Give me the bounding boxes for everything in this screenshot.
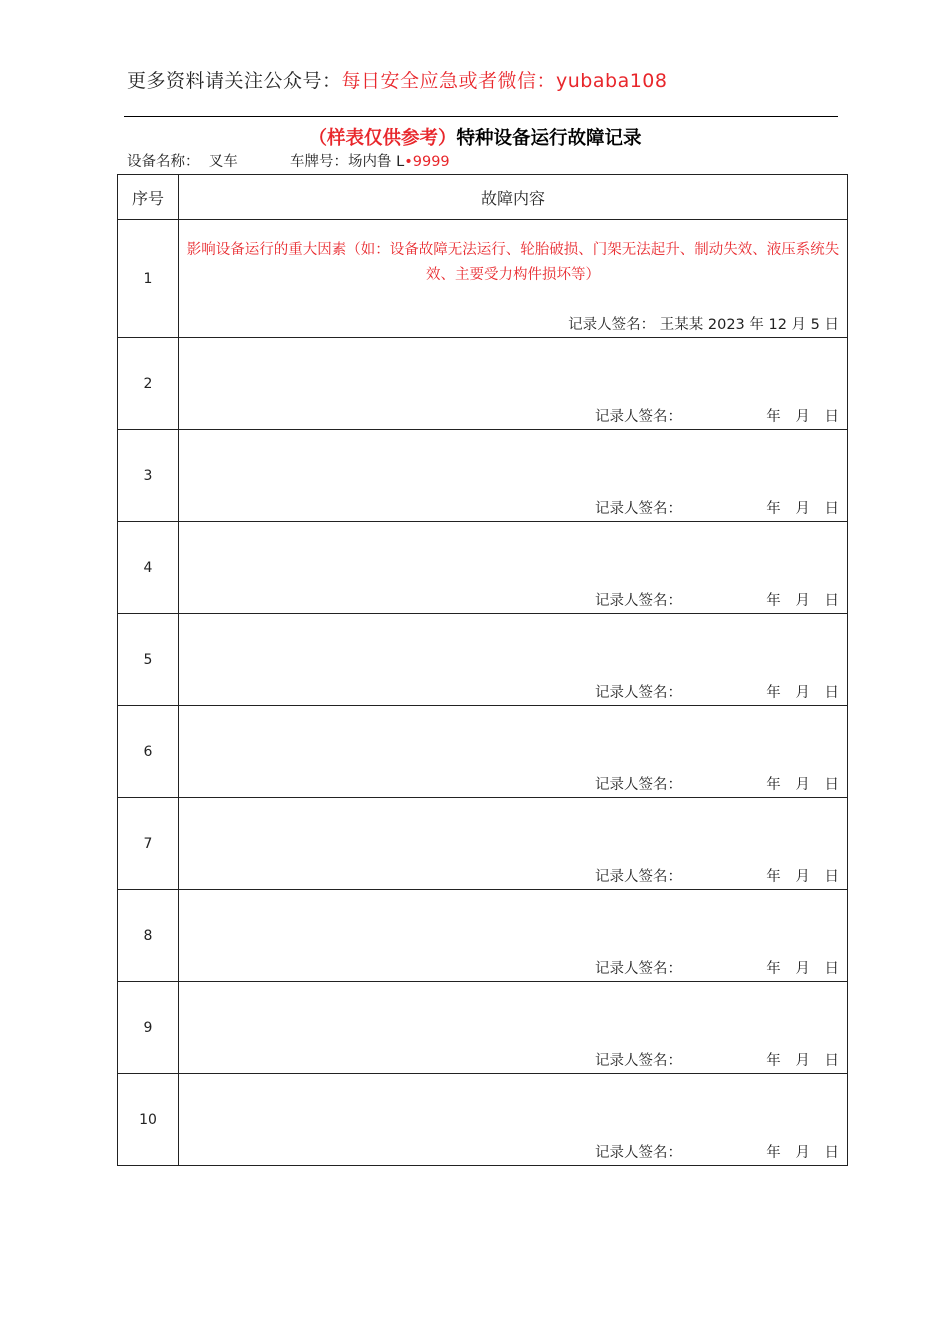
fault-content-cell[interactable]: [179, 220, 848, 338]
row-number: 3: [118, 430, 179, 522]
table-row: [118, 614, 848, 706]
device-label: 设备名称：: [127, 154, 200, 170]
fault-record-table: [117, 174, 848, 1166]
header-content: 故障内容: [179, 175, 848, 220]
date-placeholder: 年 月 日: [766, 1053, 839, 1069]
fault-content-cell[interactable]: [179, 338, 848, 430]
title-sample-note: （样表仅供参考）: [308, 128, 457, 149]
plate-info: [290, 150, 450, 171]
table-row: [118, 430, 848, 522]
plate-value: 场内鲁 L: [348, 154, 405, 170]
table-header-row: [118, 175, 848, 220]
fault-content-cell[interactable]: [179, 522, 848, 614]
row-number: 10: [118, 1074, 179, 1166]
table-row: [118, 220, 848, 338]
row-number: 1: [118, 220, 179, 338]
fault-content-cell[interactable]: [179, 982, 848, 1074]
fault-content-cell[interactable]: [179, 890, 848, 982]
fault-content-cell[interactable]: [179, 430, 848, 522]
signature-line: 记录人签名： 王某某 2023 年 12 月 5 日: [568, 317, 839, 333]
table-row: [118, 706, 848, 798]
signature-label: 记录人签名：: [595, 593, 682, 609]
table-row: [118, 890, 848, 982]
header-number: 序号: [118, 175, 179, 220]
header-divider: [124, 116, 838, 117]
row-number: 9: [118, 982, 179, 1074]
signature-label: 记录人签名：: [595, 869, 682, 885]
row-number: 5: [118, 614, 179, 706]
promo-header: [127, 66, 667, 93]
table-row: [118, 522, 848, 614]
fault-description: 影响设备运行的重大因素（如：设备故障无法运行、轮胎破损、门架无法起升、制动失效、液压系统失效、主要受力构件损坏等）: [186, 242, 840, 283]
promo-prefix: 更多资料请关注公众号：: [127, 70, 342, 92]
page-title: [0, 124, 950, 150]
date-placeholder: 年 月 日: [766, 685, 839, 701]
row-number: 7: [118, 798, 179, 890]
row-number: 4: [118, 522, 179, 614]
signature-label: 记录人签名：: [595, 1053, 682, 1069]
date-placeholder: 年 月 日: [766, 869, 839, 885]
fault-content-cell[interactable]: [179, 798, 848, 890]
table-row: [118, 338, 848, 430]
table-row: [118, 1074, 848, 1166]
table-row: [118, 982, 848, 1074]
fault-content-cell[interactable]: [179, 1074, 848, 1166]
row-number: 6: [118, 706, 179, 798]
date-placeholder: 年 月 日: [766, 501, 839, 517]
device-info: [127, 150, 238, 171]
plate-suffix: •9999: [404, 154, 450, 170]
fault-content-cell[interactable]: [179, 614, 848, 706]
signature-label: 记录人签名：: [595, 685, 682, 701]
title-main: 特种设备运行故障记录: [456, 128, 642, 149]
date-placeholder: 年 月 日: [766, 961, 839, 977]
date-placeholder: 年 月 日: [766, 409, 839, 425]
promo-highlight: 每日安全应急或者微信：yubaba108: [341, 70, 668, 92]
signature-label: 记录人签名：: [595, 1145, 682, 1161]
fault-content-cell[interactable]: [179, 706, 848, 798]
date-placeholder: 年 月 日: [766, 777, 839, 793]
date-placeholder: 年 月 日: [766, 593, 839, 609]
signature-label: 记录人签名：: [595, 409, 682, 425]
date-placeholder: 年 月 日: [766, 1145, 839, 1161]
table-row: [118, 798, 848, 890]
row-number: 2: [118, 338, 179, 430]
signature-label: 记录人签名：: [595, 501, 682, 517]
signature-label: 记录人签名：: [595, 961, 682, 977]
row-number: 8: [118, 890, 179, 982]
plate-label: 车牌号：: [290, 154, 348, 170]
signature-label: 记录人签名：: [595, 777, 682, 793]
device-value: 叉车: [208, 154, 238, 170]
